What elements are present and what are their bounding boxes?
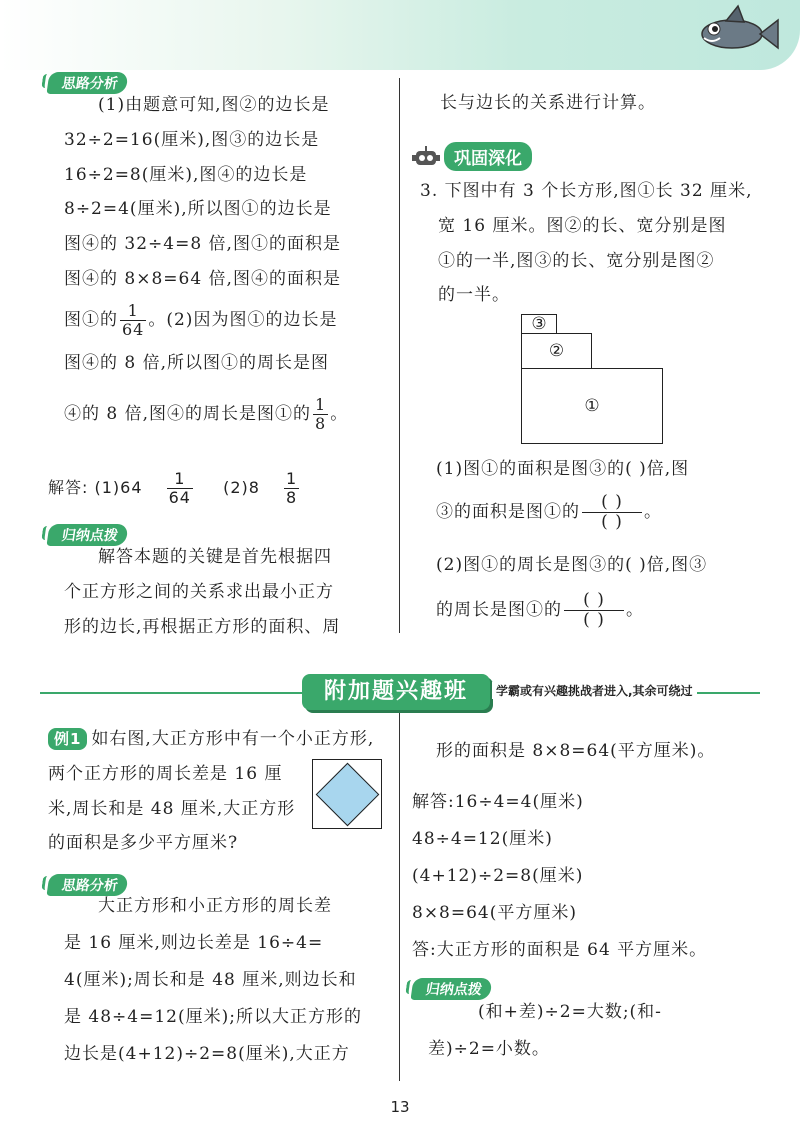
example-analysis-tag: 思路分析 (46, 874, 128, 896)
analysis-line-fraction-1 (64, 298, 337, 342)
solution-line: 8×8=64(平方厘米) (412, 903, 578, 923)
answer-label: 解答: (48, 478, 89, 497)
summary-tag: 归纳点拨 (46, 524, 128, 546)
analysis-line: 大正方形和小正方形的周长差 (98, 896, 332, 916)
example-analysis-text (64, 888, 362, 1073)
solution-line: (4+12)÷2=8(厘米) (412, 866, 584, 886)
header-wave (0, 0, 800, 70)
analysis-line: 边长是(4+12)÷2=8(厘米),大正方 (64, 1044, 350, 1064)
example-summary-text (428, 994, 662, 1068)
summary-line: (和+差)÷2=大数;(和- (478, 1002, 662, 1022)
fraction-denominator: 64 (168, 488, 191, 507)
problem-line: 3. 下图中有 3 个长方形,图①长 32 厘米, (420, 181, 753, 201)
problem-line: ①的一半,图③的长、宽分别是图② (438, 250, 715, 271)
fraction-numerator: 1 (167, 470, 193, 489)
text-segment: 如右图,大正方形中有一个小正方形, (91, 729, 375, 749)
blank-numerator: ( ) (582, 493, 642, 513)
analysis-line: 8÷2=4(厘米),所以图①的边长是 (64, 199, 332, 220)
analysis-text (64, 88, 341, 297)
rectangle-3: ③ (521, 314, 557, 334)
analysis-line: 16÷2=8(厘米),图④的边长是 (64, 164, 308, 185)
example-continued-text: 形的面积是 8×8=64(平方厘米)。 (436, 741, 716, 761)
analysis-line: 32÷2=16(厘米),图③的边长是 (64, 129, 320, 150)
continued-text: 长与边长的关系进行计算。 (440, 93, 656, 113)
consolidation-section-header (412, 142, 532, 171)
fraction (284, 470, 299, 506)
analysis-line: 是 16 厘米,则边长差是 16÷4= (64, 933, 324, 953)
square-diagram (312, 759, 382, 829)
answer-blank-fraction[interactable] (564, 591, 624, 629)
analysis-line-fraction-2 (64, 392, 348, 436)
analysis-line: (1)由题意可知,图②的边长是 (98, 95, 330, 115)
fraction-numerator: 1 (315, 395, 327, 415)
summary-line: 解答本题的关键是首先根据四 (98, 547, 332, 567)
example-badge: 例1 (48, 728, 87, 750)
bonus-section-note: 学霸或有兴趣挑战者进入,其余可绕过 (492, 682, 697, 699)
blank-numerator: ( ) (564, 591, 624, 611)
fraction (120, 302, 146, 338)
example-line (48, 722, 374, 757)
solution-text (412, 784, 707, 969)
answer-part-2: (2)8 (223, 478, 260, 497)
text-segment: 。 (626, 600, 644, 620)
analysis-line: 图④的 32÷4=8 倍,图①的面积是 (64, 234, 341, 255)
solution-line: 答:大正方形的面积是 64 平方厘米。 (412, 940, 708, 960)
column-divider-bottom (399, 706, 400, 1081)
solution-line: 解答:16÷4=4(厘米) (412, 792, 584, 812)
fraction-denominator: 8 (286, 488, 298, 507)
problem-line: 宽 16 厘米。图②的长、宽分别是图 (438, 215, 727, 236)
question-2-line-a: (2)图①的周长是图③的( )倍,图③ (436, 555, 708, 575)
problem-line: 的一半。 (438, 285, 510, 306)
page-number: 13 (390, 1098, 410, 1116)
analysis-line: 是 48÷4=12(厘米);所以大正方形的 (64, 1007, 362, 1027)
fraction-denominator: 8 (315, 414, 327, 433)
summary-line: 形的边长,再根据正方形的面积、周 (64, 616, 341, 637)
summary-text (64, 540, 340, 644)
robot-icon (412, 145, 440, 169)
text-segment: 的周长是图①的 (436, 600, 562, 620)
example-line: 的面积是多少平方厘米? (48, 833, 239, 854)
fraction-numerator: 1 (286, 469, 298, 489)
summary-line: 差)÷2=小数。 (428, 1039, 550, 1059)
analysis-line: 图④的 8 倍,所以图①的周长是图 (64, 353, 330, 373)
rectangle-2: ② (521, 333, 592, 369)
fraction (167, 470, 193, 506)
fraction-numerator: 1 (120, 302, 146, 321)
example-line: 米,周长和是 48 厘米,大正方形 (48, 798, 296, 819)
summary-line: 个正方形之间的关系求出最小正方 (64, 581, 334, 602)
text-segment: ③的面积是图①的 (436, 502, 580, 522)
text-segment: 。 (644, 502, 662, 522)
text-segment: ④的 8 倍,图④的周长是图①的 (64, 404, 312, 424)
text-segment: 。(2)因为图①的边长是 (148, 310, 338, 330)
section-label: 巩固深化 (444, 142, 532, 171)
problem-text (420, 174, 753, 313)
bonus-section-title: 附加题兴趣班 (302, 674, 490, 710)
question-2-line-b (436, 590, 644, 630)
blank-denominator: ( ) (583, 610, 605, 630)
answer-line (48, 466, 301, 510)
example-summary-tag: 归纳点拨 (410, 978, 492, 1000)
analysis-tag: 思路分析 (46, 72, 128, 94)
text-segment: 。 (330, 404, 349, 424)
analysis-line: 4(厘米);周长和是 48 厘米,则边长和 (64, 970, 357, 990)
analysis-line: 图④的 8×8=64 倍,图④的面积是 (64, 268, 341, 289)
rectangle-1: ① (521, 368, 663, 444)
example-line: 两个正方形的周长差是 16 厘 (48, 763, 283, 784)
fraction-denominator: 64 (122, 320, 145, 339)
answer-blank-fraction[interactable] (582, 493, 642, 531)
fraction (313, 396, 328, 432)
question-1-line-b (436, 492, 662, 532)
column-divider-top (399, 78, 400, 633)
blank-denominator: ( ) (601, 512, 623, 532)
inner-square (316, 763, 380, 827)
solution-line: 48÷4=12(厘米) (412, 829, 553, 849)
question-1-line-a: (1)图①的面积是图③的( )倍,图 (436, 459, 690, 479)
answer-part-1: (1)64 (94, 478, 143, 497)
text-segment: 图①的 (64, 310, 118, 330)
fish-mascot-icon (688, 4, 780, 60)
